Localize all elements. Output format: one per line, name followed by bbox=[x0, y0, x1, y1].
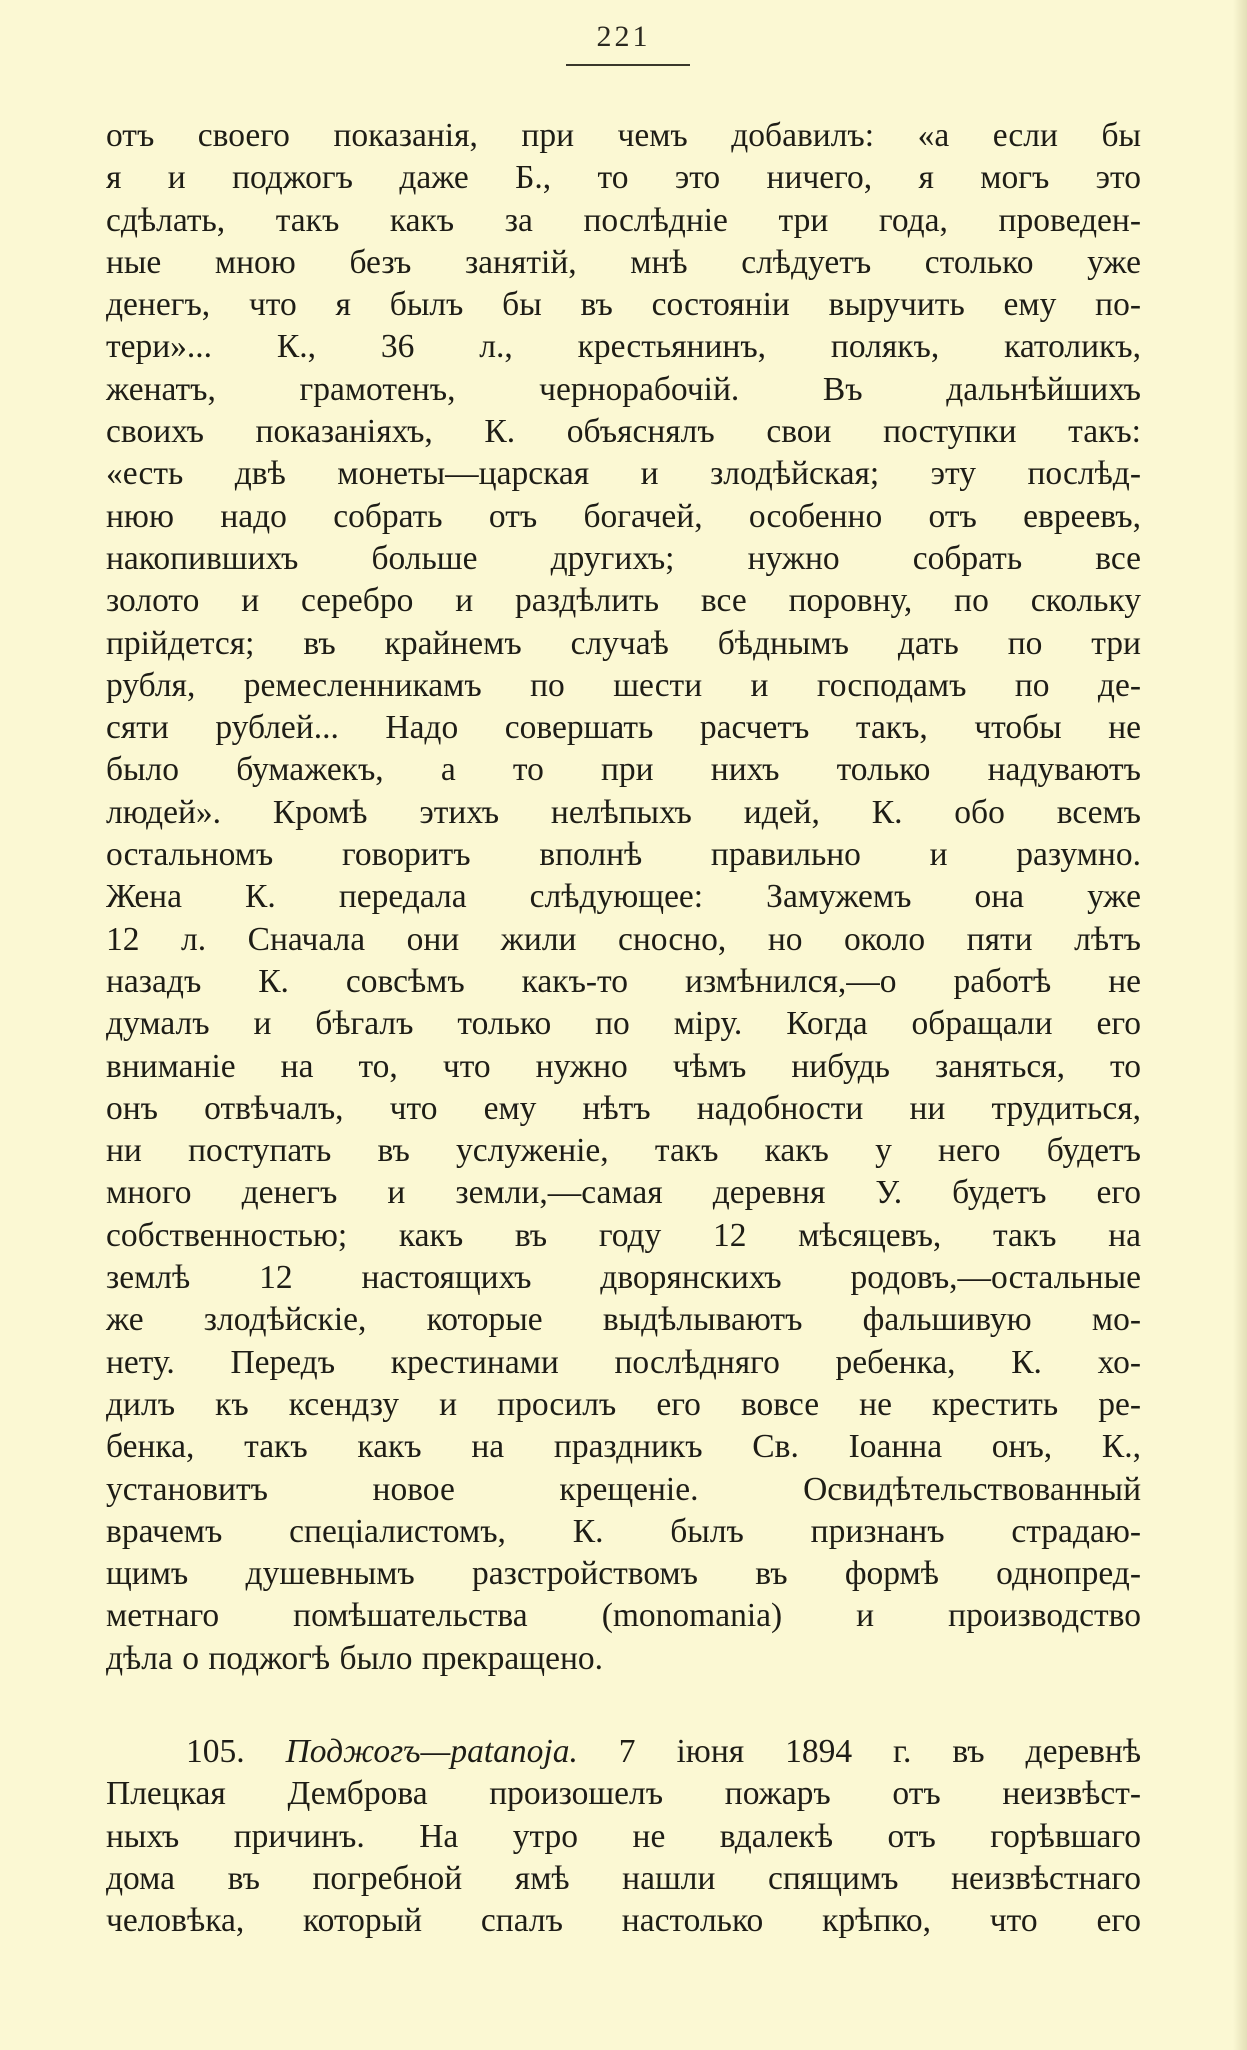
text-line: женатъ, грамотенъ, чернорабочій. Въ дальнѣйшихъ bbox=[106, 370, 1141, 408]
text-line: отъ своего показанія, при чемъ добавилъ: «а если бы bbox=[106, 117, 1141, 154]
case-title: Поджогъ—patanoja. bbox=[285, 1733, 578, 1770]
case-heading-line bbox=[106, 1731, 1141, 1773]
text-line: золото и серебро и раздѣлить все поровну, по скольку bbox=[106, 582, 1141, 620]
text-line: Жена К. передала слѣдующее: Замужемъ она уже bbox=[106, 878, 1141, 916]
text-line: щимъ душевнымъ разстройствомъ въ формѣ однопред- bbox=[106, 1555, 1141, 1593]
text-line: врачемъ спеціалистомъ, К. былъ признанъ страдаю- bbox=[106, 1512, 1141, 1550]
text-line: землѣ 12 настоящихъ дворянскихъ родовъ,—остальные bbox=[106, 1259, 1141, 1297]
text-line: накопившихъ больше другихъ; нужно собрать все bbox=[106, 539, 1141, 577]
text-line: «есть двѣ монеты—царская и злодѣйская; эту послѣд- bbox=[106, 455, 1141, 493]
text-line: дома въ погребной ямѣ нашли спящимъ неизвѣстнаго bbox=[106, 1859, 1141, 1897]
text-line: дѣла о поджогѣ было прекращено. bbox=[106, 1639, 603, 1677]
case-number: 105. bbox=[186, 1733, 245, 1770]
text-line: думалъ и бѣгалъ только по міру. Когда обращали его bbox=[106, 1005, 1141, 1043]
text-line: же злодѣйскіе, которые выдѣлываютъ фальшивую мо- bbox=[106, 1301, 1141, 1339]
text-line: было бумажекъ, а то при нихъ только надуваютъ bbox=[106, 751, 1141, 789]
text-line: онъ отвѣчалъ, что ему нѣтъ надобности ни трудиться, bbox=[106, 1089, 1141, 1127]
text-line: ни поступать въ услуженіе, такъ какъ у него будетъ bbox=[106, 1132, 1141, 1170]
page-number: 221 bbox=[596, 20, 651, 53]
text-line: установитъ новое крещеніе. Освидѣтельствованный bbox=[106, 1470, 1141, 1508]
text-line: я и поджогъ даже Б., то это ничего, я могъ это bbox=[106, 159, 1141, 197]
text-line: нету. Передъ крестинами послѣдняго ребенка, К. хо- bbox=[106, 1343, 1141, 1381]
text-line: нюю надо собрать отъ богачей, особенно отъ евреевъ, bbox=[106, 497, 1141, 535]
text-line: ныхъ причинъ. На утро не вдалекѣ отъ горѣвшаго bbox=[106, 1817, 1141, 1855]
text-line: сяти рублей... Надо совершать расчетъ такъ, чтобы не bbox=[106, 709, 1141, 747]
text-line: бенка, такъ какъ на праздникъ Св. Іоанна онъ, К., bbox=[106, 1428, 1141, 1466]
text-line: своихъ показаніяхъ, К. объяснялъ свои поступки такъ: bbox=[106, 413, 1141, 451]
text-line: остальномъ говоритъ вполнѣ правильно и разумно. bbox=[106, 836, 1141, 874]
text-line: Плецкая Демброва произошелъ пожаръ отъ неизвѣст- bbox=[106, 1775, 1141, 1813]
text-line: тери»... К., 36 л., крестьянинъ, полякъ, католикъ, bbox=[106, 328, 1141, 366]
text-line: много денегъ и земли,—самая деревня У. будетъ его bbox=[106, 1174, 1141, 1212]
text-line: людей». Кромѣ этихъ нелѣпыхъ идей, К. обо всемъ bbox=[106, 793, 1141, 831]
text-line: ные мною безъ занятій, мнѣ слѣдуетъ столько уже bbox=[106, 243, 1141, 281]
text-line: 12 л. Сначала они жили сносно, но около пяти лѣтъ bbox=[106, 920, 1141, 958]
text-line: собственностью; какъ въ году 12 мѣсяцевъ, такъ на bbox=[106, 1216, 1141, 1254]
text-line: сдѣлать, такъ какъ за послѣдніе три года, проведен- bbox=[106, 201, 1141, 239]
text-line: прійдется; въ крайнемъ случаѣ бѣднымъ дать по три bbox=[106, 624, 1141, 662]
text-line: денегъ, что я былъ бы въ состояніи выручить ему по- bbox=[106, 286, 1141, 324]
text-line: вниманіе на то, что нужно чѣмъ нибудь заняться, то bbox=[106, 1047, 1141, 1085]
text-line: рубля, ремесленникамъ по шести и господамъ по де- bbox=[106, 666, 1141, 704]
text-line: назадъ К. совсѣмъ какъ-то измѣнился,—о работѣ не bbox=[106, 962, 1141, 1000]
text-line: дилъ къ ксендзу и просилъ его вовсе не крестить ре- bbox=[106, 1385, 1141, 1423]
text-line: человѣка, который спалъ настолько крѣпко, что его bbox=[106, 1902, 1141, 1940]
page-edge-shadow bbox=[1233, 0, 1247, 2050]
case-paragraph bbox=[106, 115, 1141, 1680]
text-line: метнаго помѣшательства (monomania) и производство bbox=[106, 1597, 1141, 1635]
header-rule bbox=[566, 64, 690, 66]
text-line-rest: 7 іюня 1894 г. въ деревнѣ bbox=[618, 1733, 1142, 1770]
case-105-paragraph bbox=[106, 1731, 1141, 1942]
